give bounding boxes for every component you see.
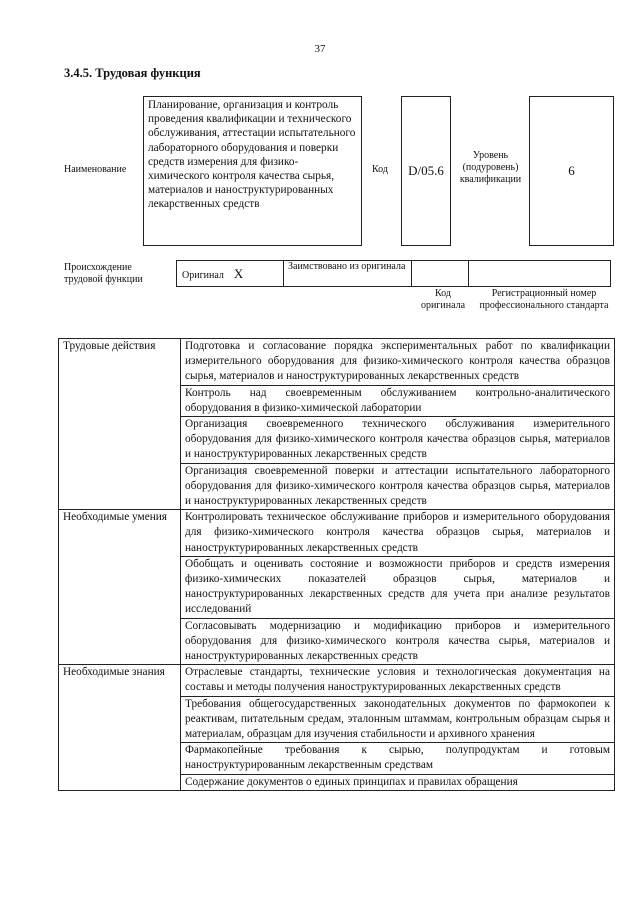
original-label: Оригинал xyxy=(182,269,224,281)
origin-table xyxy=(176,260,611,287)
description-cell: Организация своевременной поверки и аттестации испытательного лабораторного оборудования для физико-химического контроля качества образцов сырья, материалов и наноструктурированных лекарственных средств xyxy=(181,463,615,510)
original-code-cell xyxy=(412,261,469,287)
description-cell: Контролировать техническое обслуживание приборов и измерительного оборудования для физико-химического контроля качества образцов сырья, материалов и наноструктурированных лекарственных средств xyxy=(181,510,615,557)
section-title: 3.4.5. Трудовая функция xyxy=(64,66,201,80)
description-cell: Организация своевременного технического обслуживания измерительного оборудования для физико-химического контроля качества образцов сырья, материалов и наноструктурированных лекарственных средств xyxy=(181,417,615,464)
table-row xyxy=(59,510,615,557)
page-number: 37 xyxy=(314,43,326,55)
category-cell: Необходимые умения xyxy=(59,510,181,665)
labor-function-table xyxy=(58,338,615,791)
code-value-box: D/05.6 xyxy=(401,96,451,246)
original-mark: X xyxy=(233,265,244,281)
category-cell: Трудовые действия xyxy=(59,339,181,510)
original-cell xyxy=(177,261,284,287)
original-code-caption: Код оригинала xyxy=(420,288,466,311)
borrowed-cell: Заимствовано из оригинала xyxy=(284,261,412,287)
origin-label: Происхождение трудовой функции xyxy=(64,262,143,285)
registration-number-caption: Регистрационный номер профессионального стандарта xyxy=(479,288,609,311)
description-cell: Требования общегосударственных законодательных документов по фармокопеи к реактивам, питательным средам, эталонным штаммам, контрольным образцам сырья и материалам, образцам для изучения стабильности и архивного хранения xyxy=(181,696,615,743)
description-cell: Фармакопейные требования к сырью, полупродуктам и готовым наноструктурированным лекарственным средствам xyxy=(181,743,615,774)
category-cell: Необходимые знания xyxy=(59,665,181,791)
description-cell: Подготовка и согласование порядка экспериментальных работ по квалификации измерительного оборудования для физико-химического контроля качества образцов сырья, материалов и наноструктурированных лекарственных средств xyxy=(181,339,615,386)
description-cell: Контроль над своевременным обслуживанием контрольно-аналитического оборудования в физико-химической лаборатории xyxy=(181,385,615,416)
qualification-level-label: Уровень (подуровень) квалификации xyxy=(459,150,522,185)
code-label: Код xyxy=(372,164,388,175)
function-name-box: Планирование, организация и контроль проведения квалификации и технического обслуживания, аттестации испытательного лабораторного оборудования и поверки средств измерения для физико-химического контроля качества сырья, материалов и наноструктурированных лекарственных средств xyxy=(143,96,362,246)
table-row xyxy=(59,339,615,386)
description-cell: Обобщать и оценивать состояние и возможности приборов и средств измерения физико-химических показателей образцов сырья, материалов и наноструктурированных лекарственных средств для учета при анализе результатов исследований xyxy=(181,556,615,618)
name-label: Наименование xyxy=(64,164,127,175)
description-cell: Отраслевые стандарты, технические условия и технологическая документация на составы и методы получения наноструктурированных лекарственных средств xyxy=(181,665,615,696)
description-cell: Содержание документов о единых принципах и правилах обращения xyxy=(181,774,615,790)
description-cell: Согласовывать модернизацию и модификацию приборов и измерительного оборудования для физико-химического контроля качества сырья, материалов и наноструктурированных лекарственных средств xyxy=(181,618,615,665)
qualification-level-box: 6 xyxy=(529,96,614,246)
table-row xyxy=(59,665,615,696)
registration-number-cell xyxy=(469,261,611,287)
